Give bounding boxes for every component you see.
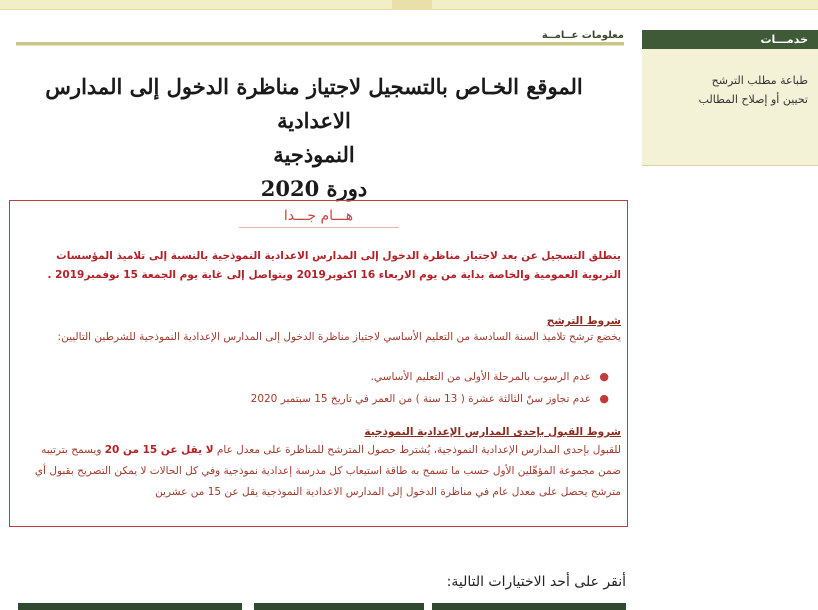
top-banner-notch — [392, 0, 432, 10]
notice-title-underline — [239, 227, 399, 228]
condition-text: عدم الرسوب بالمرحلة الأولى من التعليم الأساسي. — [370, 371, 591, 383]
condition-text: عدم تجاوز سنّ الثالثة عشرة ( 13 سنة ) من العمر في تاريخ 15 سبتمبر 2020 — [250, 393, 591, 405]
sidebar-link-print-application[interactable]: طباعة مطلب الترشح — [711, 74, 808, 87]
acceptance-minimum-score: لا يقل عن 15 من 20 — [104, 444, 214, 456]
bullet-icon: ● — [599, 370, 609, 383]
acceptance-text-part-1: للقبول بإحدى المدارس الإعدادية النموذجية، يُشترط حصول المترشح للمناظرة على معدل عام — [213, 444, 621, 456]
option-button-middle[interactable] — [254, 603, 424, 610]
conditions-heading: شروط الترشح — [546, 315, 621, 327]
services-sidebar — [642, 30, 818, 166]
list-item — [16, 388, 609, 410]
option-button-right[interactable] — [432, 603, 626, 610]
page-title-line-3: دورة 2020 — [260, 176, 368, 201]
acceptance-heading: شروط القبول بإحدى المدارس الإعدادية النموذجية — [364, 426, 621, 438]
top-banner-strip — [0, 0, 818, 10]
list-item — [16, 366, 609, 388]
page-title-line-2: النموذجية — [273, 142, 355, 167]
section-divider-light — [16, 45, 624, 46]
sidebar-header: خدمـــات — [642, 30, 818, 49]
sidebar-link-update-application[interactable]: تحيين أو إصلاح المطالب — [698, 93, 808, 106]
registration-announcement: ينطلق التسجيل عن بعد لاجتياز مناظرة الدخول إلى المدارس الاعدادية النموذجية بالنسبة إلى تلاميذ المؤسسات التربوية العمومية والخاصة بداية من يوم الاربعاء 16 اكتوبر2019 ويتواصل إلى غاية يوم الجمعة 15 نوفمبر2019 . — [47, 250, 621, 281]
bullet-icon: ● — [599, 392, 609, 405]
acceptance-text-part-2: ويسمح بترتيبه ضمن مجموعة المؤهّلين الأول حسب ما تسمح به طاقة استيعاب كل مدرسة إعدادية نموذجية وفي كل الحالات لا يمكن التصريح بقبول أي مترشح يحصل على معدل عام في مناظرة الدخول إلى المدارس الاعدادية النموذجية يقل عن 15 من عشرين — [34, 444, 621, 498]
page-title-line-1: الموقع الخـاص بالتسجيل لاجتياز مناظرة الدخول إلى المدارس الاعدادية — [45, 74, 583, 133]
acceptance-text — [16, 440, 621, 503]
choose-option-label: أنقر على أحد الاختيارات التالية: — [446, 574, 626, 590]
option-button-left[interactable] — [18, 603, 242, 610]
important-notice-box — [9, 200, 628, 527]
conditions-list — [16, 366, 621, 410]
page-title — [16, 70, 612, 206]
notice-title: هـــام جـــدا — [283, 208, 354, 224]
sidebar-links — [642, 49, 818, 109]
conditions-text: يخضع ترشح تلاميذ السنة السادسة من التعليم الأساسي لاجتياز مناظرة الدخول إلى المدارس الإعدادية النموذجية للشرطين التاليين: — [57, 331, 621, 343]
section-label: معلومات عــامــة — [541, 30, 624, 41]
